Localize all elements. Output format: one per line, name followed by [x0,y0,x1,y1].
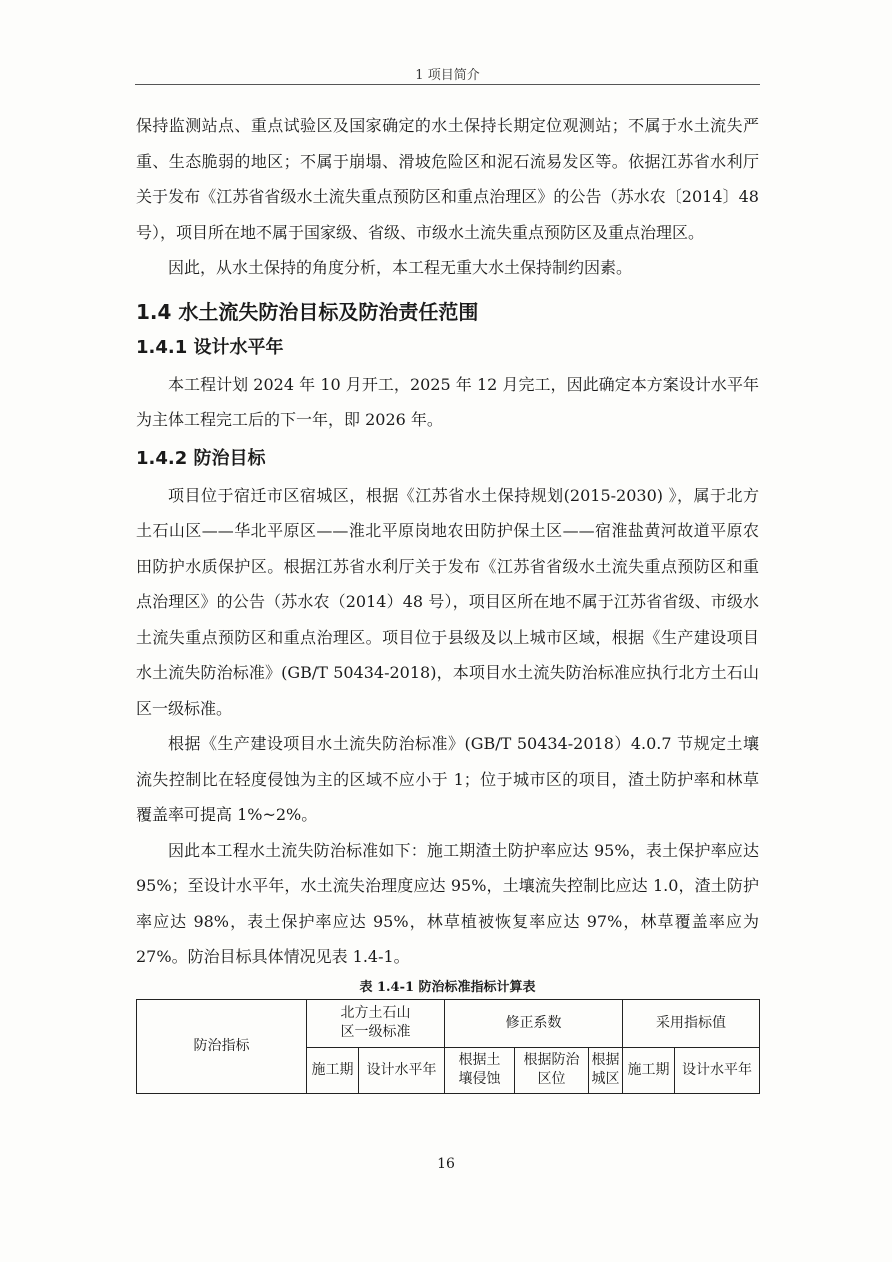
header-design-year: 设计水平年 [359,1047,445,1093]
header-construction-adopted: 施工期 [623,1047,675,1093]
page-header: 1 项目简介 [415,68,480,83]
paragraph: 因此，从水土保持的角度分析，本工程无重大水土保持制约因素。 [168,258,633,277]
header-rule [135,84,760,85]
header-construction: 施工期 [307,1047,359,1093]
paragraph: 保持监测站点、重点试验区及国家确定的水土保持长期定位观测站；不属于水土流失严重、生态脆弱的地区；不属于崩塌、滑坡危险区和泥石流易发区等。依据江苏省水利厅关于发布《江苏省省级水土流失重点预防区和重点治理区》的公告（苏水农〔2014〕48 号），项目所在地不属于国家级、省级、市级水土流失重点预防区及重点治理区。 [136,116,759,242]
section-heading-1-4-2: 1.4.2 防治目标 [136,447,266,469]
header-adopted: 采用指标值 [623,999,760,1047]
header-design-year-adopted: 设计水平年 [675,1047,760,1093]
paragraph: 本工程计划 2024 年 10 月开工，2025 年 12 月完工，因此确定本方案设计水平年为主体工程完工后的下一年，即 2026 年。 [136,374,759,429]
paragraph: 项目位于宿迁市区宿城区，根据《江苏省水土保持规划(2015-2030) 》，属于北方土石山区——华北平原区——淮北平原岗地农田防护保土区——宿淮盐黄河故道平原农田防护水质保护区。根据江苏省水利厅关于发布《江苏省省级水土流失重点预防区和重点治理区》的公告（苏水农（2014）48 号），项目区所在地不属于江苏省省级、市级水土流失重点预防区和重点治理区。项目位于县级及以上城市区域，根据《生产建设项目水土流失防治标准》(GB/T 50434-2018)，本项目水土流失防治标准应执行北方土石山区一级标准。 [136,485,759,718]
header-correction: 修正系数 [445,999,623,1047]
section-heading-1-4-1: 1.4.1 设计水平年 [136,336,284,358]
standards-table [136,999,760,1094]
header-standard: 北方土石山区一级标准 [307,999,445,1047]
header-indicator: 防治指标 [137,999,307,1093]
document-body [136,108,759,1094]
section-heading-1-4: 1.4 水土流失防治目标及防治责任范围 [136,299,479,324]
header-by-zone: 根据防治区位 [515,1047,589,1093]
table-caption: 表 1.4-1 防治标准指标计算表 [359,979,536,995]
header-by-city: 根据城区 [589,1047,623,1093]
header-by-erosion: 根据土壤侵蚀 [445,1047,515,1093]
paragraph: 因此本工程水土流失防治标准如下：施工期渣土防护率应达 95%，表土保护率应达 95%；至设计水平年，水土流失治理度应达 95%，土壤流失控制比应达 1.0，渣土防护率应达 98%，表土保护率应达 95%，林草植被恢复率应达 97%，林草覆盖率应为 27%。防治目标具体情况见表 1.4-1。 [136,840,759,966]
paragraph: 根据《生产建设项目水土流失防治标准》(GB/T 50434-2018）4.0.7 节规定土壤流失控制比在轻度侵蚀为主的区域不应小于 1；位于城市区的项目，渣土防护率和林草覆盖率可提高 1%~2%。 [136,734,759,824]
page-number: 16 [437,1156,455,1172]
